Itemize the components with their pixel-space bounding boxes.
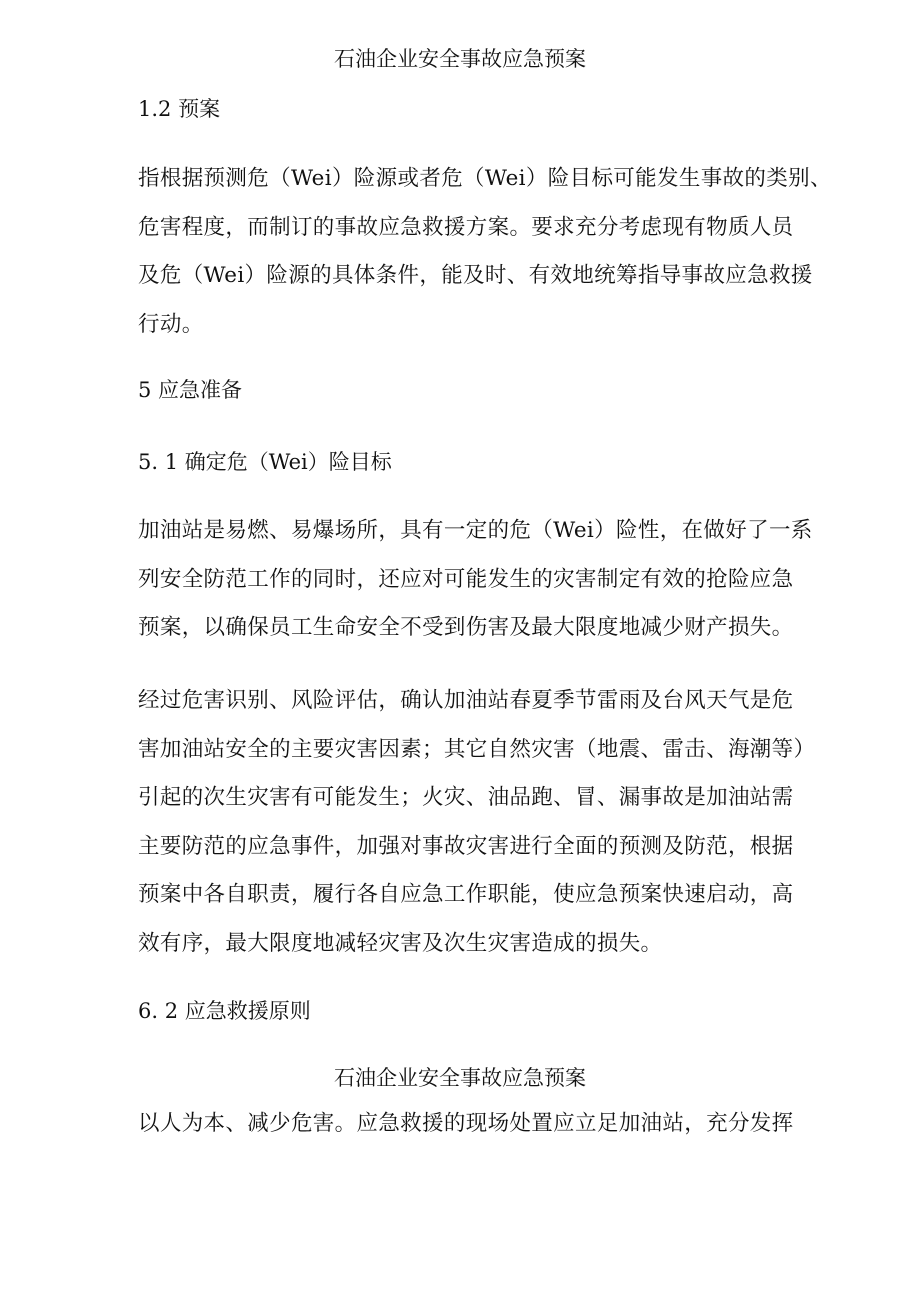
paragraph-line: 指根据预测危（Wei）险源或者危（Wei）险目标可能发生事故的类别、 xyxy=(138,166,832,191)
paragraph-line: 以人为本、减少危害。应急救援的现场处置应立足加油站，充分发挥 xyxy=(138,1111,794,1136)
paragraph-line: 列安全防范工作的同时，还应对可能发生的灾害制定有效的抢险应急 xyxy=(138,566,794,592)
paragraph-line: 危害程度，而制订的事故应急救援方案。要求充分考虑现有物质人员 xyxy=(138,214,794,240)
paragraph-line: 预案中各自职责，履行各自应急工作职能，使应急预案快速启动，高 xyxy=(138,882,794,907)
paragraph-line: 引起的次生灾害有可能发生；火灾、油品跑、冒、漏事故是加油站需 xyxy=(138,785,794,810)
paragraph-line: 效有序，最大限度地减轻灾害及次生灾害造成的损失。 xyxy=(138,930,663,956)
paragraph-5-1-a xyxy=(138,507,813,653)
paragraph-line: 经过危害识别、风险评估，确认加油站春夏季节雷雨及台风天气是危 xyxy=(138,688,794,713)
paragraph-line: 主要防范的应急事件，加强对事故灾害进行全面的预测及防范，根据 xyxy=(138,833,794,859)
page-header-repeat: 石油企业安全事故应急预案 xyxy=(334,1066,586,1090)
paragraph-6-2 xyxy=(138,1100,798,1149)
paragraph-line: 预案，以确保员工生命安全不受到伤害及最大限度地减少财产损失。 xyxy=(138,615,794,640)
paragraph-line: 行动。 xyxy=(138,311,204,337)
paragraph-line: 加油站是易燃、易爆场所，具有一定的危（Wei）险性，在做好了一系 xyxy=(138,518,813,543)
section-heading-1-2: 1.2 预案 xyxy=(138,97,221,121)
paragraph-5-1-b xyxy=(138,677,816,968)
section-heading-5-1: 5. 1 确定危（Wei）险目标 xyxy=(138,450,392,474)
paragraph-line: 及危（Wei）险源的具体条件，能及时、有效地统筹指导事故应急救援 xyxy=(138,263,813,288)
paragraph-1-2 xyxy=(138,155,832,349)
section-heading-6-2: 6. 2 应急救援原则 xyxy=(138,999,311,1023)
paragraph-line: 害加油站安全的主要灾害因素；其它自然灾害（地震、雷击、海潮等） xyxy=(138,736,816,762)
section-heading-5: 5 应急准备 xyxy=(138,378,243,402)
page-header: 石油企业安全事故应急预案 xyxy=(334,47,586,71)
